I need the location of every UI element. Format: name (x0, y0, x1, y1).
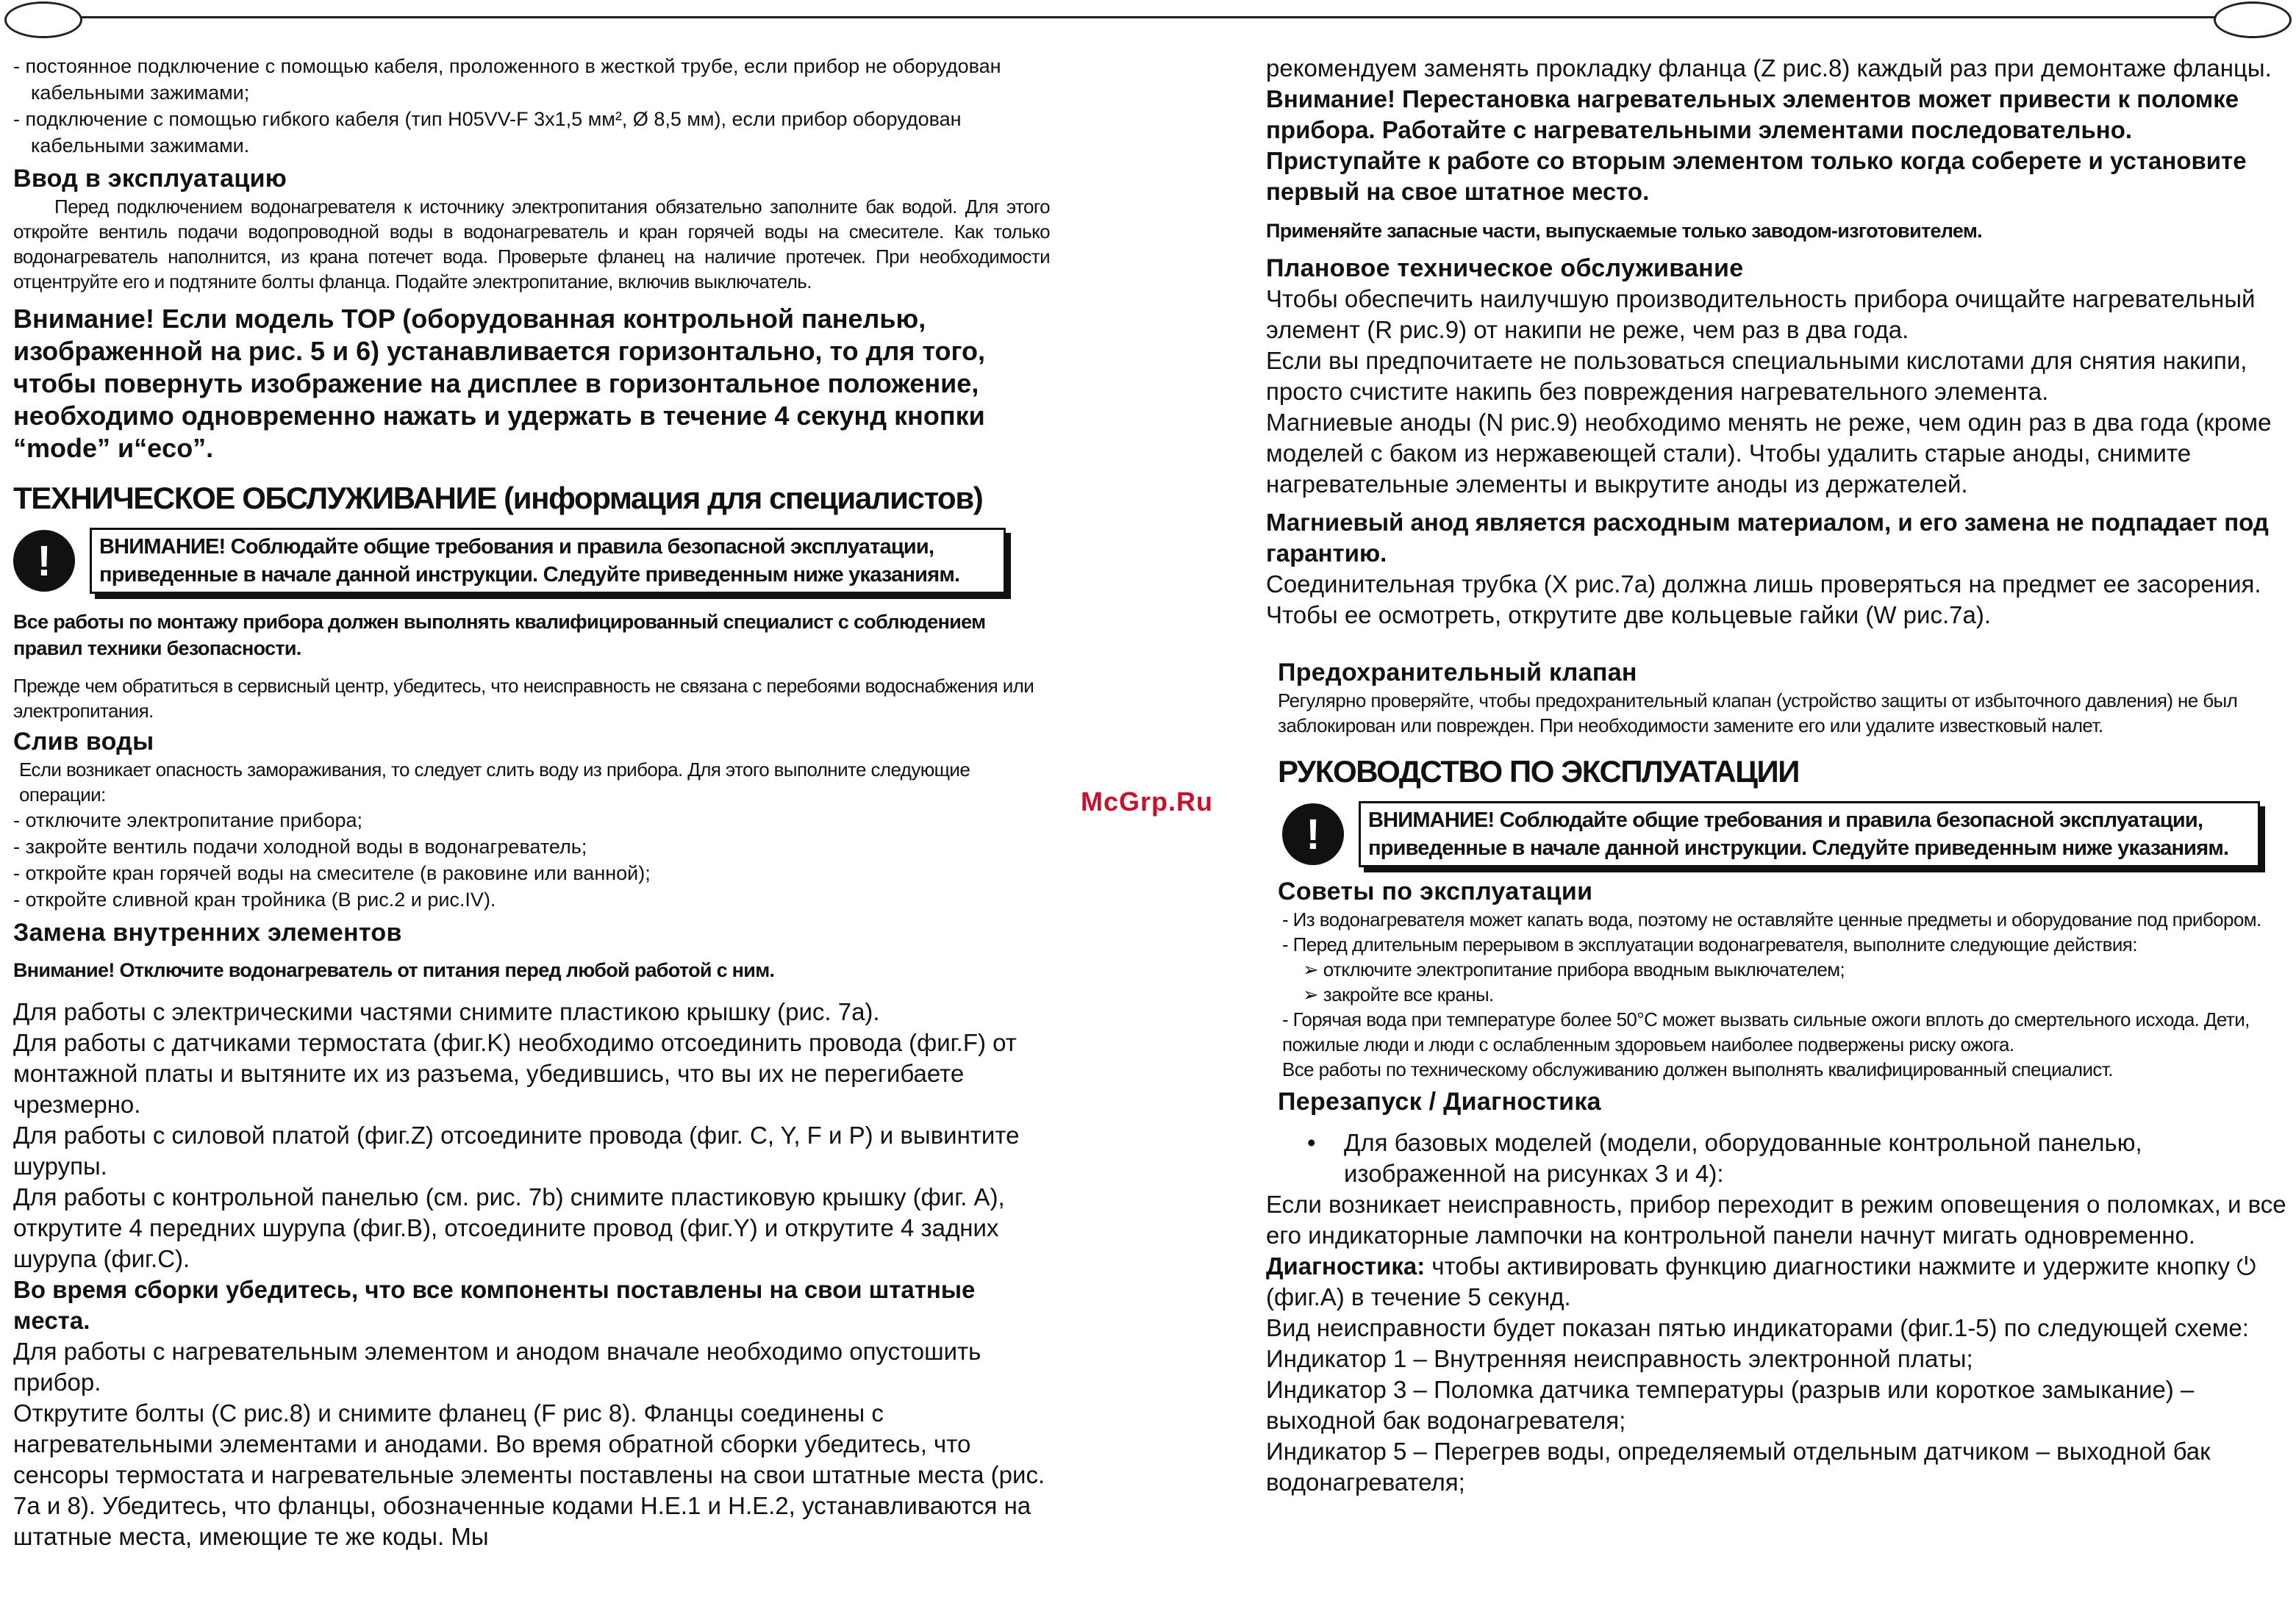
basic-models-bullet (1266, 1127, 2289, 1189)
indicator-5: Индикатор 5 – Перегрев воды, определяемый отдельным датчиком – выходной бак водонагревателя; (1266, 1438, 2211, 1496)
maintenance-heading-sub: (информация для специалистов) (504, 481, 983, 515)
replace-p4: Для работы с контрольной панелью (см. рис. 7b) снимите пластиковую крышку (фиг. A), открутите 4 передних шурупа (фиг.B), отсоедините провод (фиг.Y) и открутите 4 задних шурупа (фиг.C). (13, 1183, 1005, 1272)
right-page-column (1266, 53, 2289, 1498)
operation-warning-box: ВНИМАНИЕ! Соблюдайте общие требования и правила безопасной эксплуатации, приведенные в начале данной инструкции. Следуйте приведенным ниже указаниям. (1359, 801, 2260, 867)
replace-p2: Для работы с датчиками термостата (фиг.K) необходимо отсоединить провода (фиг.F) от монтажной платы и вытяните их из разъема, убедившись, что вы их не перегибаете чрезмерно. (13, 1029, 1017, 1118)
planned-p2: Если вы предпочитаете не пользоваться специальными кислотами для снятия накипи, просто счистите накипь без повреждения нагревательного элемента. (1266, 347, 2247, 405)
drain-step-3: - откройте кран горячей воды на смесителе (в раковине или ванной); (13, 862, 651, 884)
replace-p3: Для работы с силовой платой (фиг.Z) отсоедините провода (фиг. C, Y, F и P) и вывинтите шурупы. (13, 1122, 1020, 1180)
usage-tips-list (1266, 907, 2289, 1082)
replace-p6: Открутите болты (C рис.8) и снимите фланец (F рис 8). Фланцы соединены с нагревательными элементами и анодами. Во время обратной сборки убедитесь, что сенсоры термостата и нагревательные элементы поставлены на свои штатные места (рис. 7а и 8). Убедитесь, что фланцы, обозначенные кодами H.E.1 и H.E.2, устанавливаются на штатные места, имеющие те же коды. Мы (13, 1399, 1045, 1550)
basic-models-text: Для базовых моделей (модели, оборудованные контрольной панелью, изображенной на рисунках 3 и 4): (1344, 1129, 2142, 1187)
planned-maintenance-heading: Плановое техническое обслуживание (1266, 254, 1744, 282)
drain-step-2: - закройте вентиль подачи холодной воды в водонагреватель; (13, 836, 587, 858)
drain-heading: Слив воды (13, 728, 154, 756)
service-center-note: Прежде чем обратиться в сервисный центр, убедитесь, что неисправность не связана с перебоями водоснабжения или электропитания. (13, 675, 1034, 722)
exclamation-icon: ! (13, 530, 75, 592)
maintenance-warning (13, 528, 1050, 594)
indicator-3: Индикатор 3 – Поломка датчика температуры (разрыв или короткое замыкание) – выходной бак водонагревателя; (1266, 1376, 2195, 1434)
tip-6: Все работы по техническому обслуживанию должен выполнять квалифицированный специалист. (1282, 1058, 2113, 1080)
restart-p2: Вид неисправности будет показан пятью индикаторами (фиг.1-5) по следующей схеме: (1266, 1314, 2249, 1341)
replace-warning: Внимание! Отключите водонагреватель от питания перед любой работой с ним. (13, 959, 775, 981)
element-swap-warning: Внимание! Перестановка нагревательных элементов может привести к поломке прибора. Работайте с нагревательными элементами последовательно. Приступайте к работе со вторым элементом только когда соберете и установите первый на свое штатное место. (1266, 85, 2247, 205)
diagnostics-text: чтобы активировать функцию диагностики нажмите и удержите кнопку ⏻ (фиг.A) в течение 5 секунд. (1266, 1252, 2256, 1310)
restart-p1: Если возникает неисправность, прибор переходит в режим оповещения о поломках, и все его индикаторные лампочки на контрольной панели начнут мигать одновременно. (1266, 1191, 2286, 1249)
planned-p1: Чтобы обеспечить наилучшую производительность прибора очищайте нагревательный элемент (R рис.9) от накипи не реже, чем раз в два года. (1266, 285, 2256, 343)
gasket-continuation: рекомендуем заменять прокладку фланца (Z рис.8) каждый раз при демонтаже фланцы. (1266, 54, 2272, 82)
restart-heading: Перезапуск / Диагностика (1278, 1088, 1601, 1116)
page-corner-oval-left (4, 1, 82, 38)
watermark: McGrp.Ru (1081, 786, 1214, 817)
safety-valve-heading: Предохранительный клапан (1278, 659, 1637, 686)
bullet-dot-icon: • (1307, 1129, 1316, 1156)
drain-step-4: - откройте сливной кран тройника (В рис.2 и рис.IV). (13, 889, 496, 911)
tip-3: ➢ отключите электропитание прибора вводным выключателем; (1303, 958, 1845, 980)
tip-4: ➢ закройте все краны. (1303, 983, 1494, 1005)
replace-heading: Замена внутренних элементов (13, 919, 402, 947)
spare-parts-note: Применяйте запасные части, выпускаемые только заводом-изготовителем. (1266, 220, 1982, 242)
drain-intro: Если возникает опасность замораживания, то следует слить воду из прибора. Для этого выполните следующие операции: (19, 759, 970, 806)
maintenance-heading (13, 479, 1050, 517)
tip-2: - Перед длительным перерывом в эксплуатации водонагревателя, выполните следующие действия: (1282, 933, 2137, 955)
anode-warranty-note: Магниевый анод является расходным материалом, и его замена не подпадает под гарантию. (1266, 509, 2269, 567)
diagnostics-label: Диагностика: (1266, 1252, 1426, 1280)
left-page-column (13, 53, 1050, 1552)
maintenance-heading-main: ТЕХНИЧЕСКОЕ ОБСЛУЖИВАНИЕ (13, 481, 496, 515)
diagnostics-paragraph (1266, 1251, 2289, 1313)
commissioning-text: Перед подключением водонагревателя к источнику электропитания обязательно заполните бак водой. Для этого откройте вентиль подачи водопроводной воды в водонагреватель и кран горячей воды на смесителе. Как только водонагреватель наполнится, из крана потечет вода. Проверьте фланец на наличие протечек. При необходимости отцентруйте его и подтяните болты фланца. Подайте электропитание, включив выключатель. (13, 196, 1050, 293)
tip-1: - Из водонагревателя может капать вода, поэтому не оставляйте ценные предметы и оборудование под прибором. (1282, 908, 2261, 930)
tip-5: - Горячая вода при температуре более 50°C может вызвать сильные ожоги вплоть до смертельного исхода. Дети, пожилые люди и люди с ослабленным здоровьем наиболее подвержены риску ожога. (1282, 1008, 2250, 1055)
commissioning-heading: Ввод в эксплуатацию (13, 165, 287, 193)
page-corner-oval-right (2214, 1, 2292, 38)
planned-p4: Соединительная трубка (X рис.7а) должна лишь проверяться на предмет ее засорения. Чтобы ее осмотреть, открутите две кольцевые гайки (W рис.7а). (1266, 570, 2261, 628)
operation-warning (1266, 801, 2289, 867)
top-model-warning: Внимание! Если модель TOP (оборудованная контрольной панелью, изображенной на рис. 5 и 6) устанавливается горизонтально, то для того, чтобы повернуть изображение на дисплее в горизонтальное положение, необходимо одновременно нажать и удержать в течение 4 секунд кнопки “mode” и“eco”. (13, 304, 986, 463)
operation-manual-heading: РУКОВОДСТВО ПО ЭКСПЛУАТАЦИИ (1278, 754, 1800, 789)
indicator-1: Индикатор 1 – Внутренняя неисправность электронной платы; (1266, 1345, 1973, 1372)
replace-p5: Для работы с нагревательным элементом и анодом вначале необходимо опустошить прибор. (13, 1338, 981, 1396)
replace-assembly-note: Во время сборки убедитесь, что все компоненты поставлены на свои штатные места. (13, 1276, 976, 1334)
safety-valve-text: Регулярно проверяйте, чтобы предохранительный клапан (устройство защиты от избыточного давления) не был заблокирован или поврежден. При необходимости замените его или удалите известковый налет. (1278, 689, 2238, 736)
usage-tips-heading: Советы по эксплуатации (1278, 878, 1593, 906)
replace-p1: Для работы с электрическими частями снимите пластикою крышку (рис. 7а). (13, 998, 880, 1025)
maintenance-warning-box: ВНИМАНИЕ! Соблюдайте общие требования и правила безопасной эксплуатации, приведенные в начале данной инструкции. Следуйте приведенным ниже указаниям. (90, 528, 1006, 594)
header-rule (74, 16, 2222, 18)
intro-item-1: - постоянное подключение с помощью кабеля, проложенного в жесткой трубе, если прибор не оборудован кабельными зажимами; (13, 55, 1001, 104)
qualified-specialist-note: Все работы по монтажу прибора должен выполнять квалифицированный специалист с соблюдением правил техники безопасности. (13, 611, 986, 659)
drain-step-1: - отключите электропитание прибора; (13, 809, 363, 831)
intro-item-2: - подключение с помощью гибкого кабеля (тип H05VV-F 3x1,5 мм², Ø 8,5 мм), если прибор оборудован кабельными зажимами. (13, 108, 962, 157)
exclamation-icon: ! (1282, 803, 1344, 865)
planned-p3: Магниевые аноды (N рис.9) необходимо менять не реже, чем один раз в два года (кроме моделей с баком из нержавеющей стали). Чтобы удалить старые аноды, снимите нагревательные элементы и выкрутите аноды из держателей. (1266, 409, 2272, 498)
